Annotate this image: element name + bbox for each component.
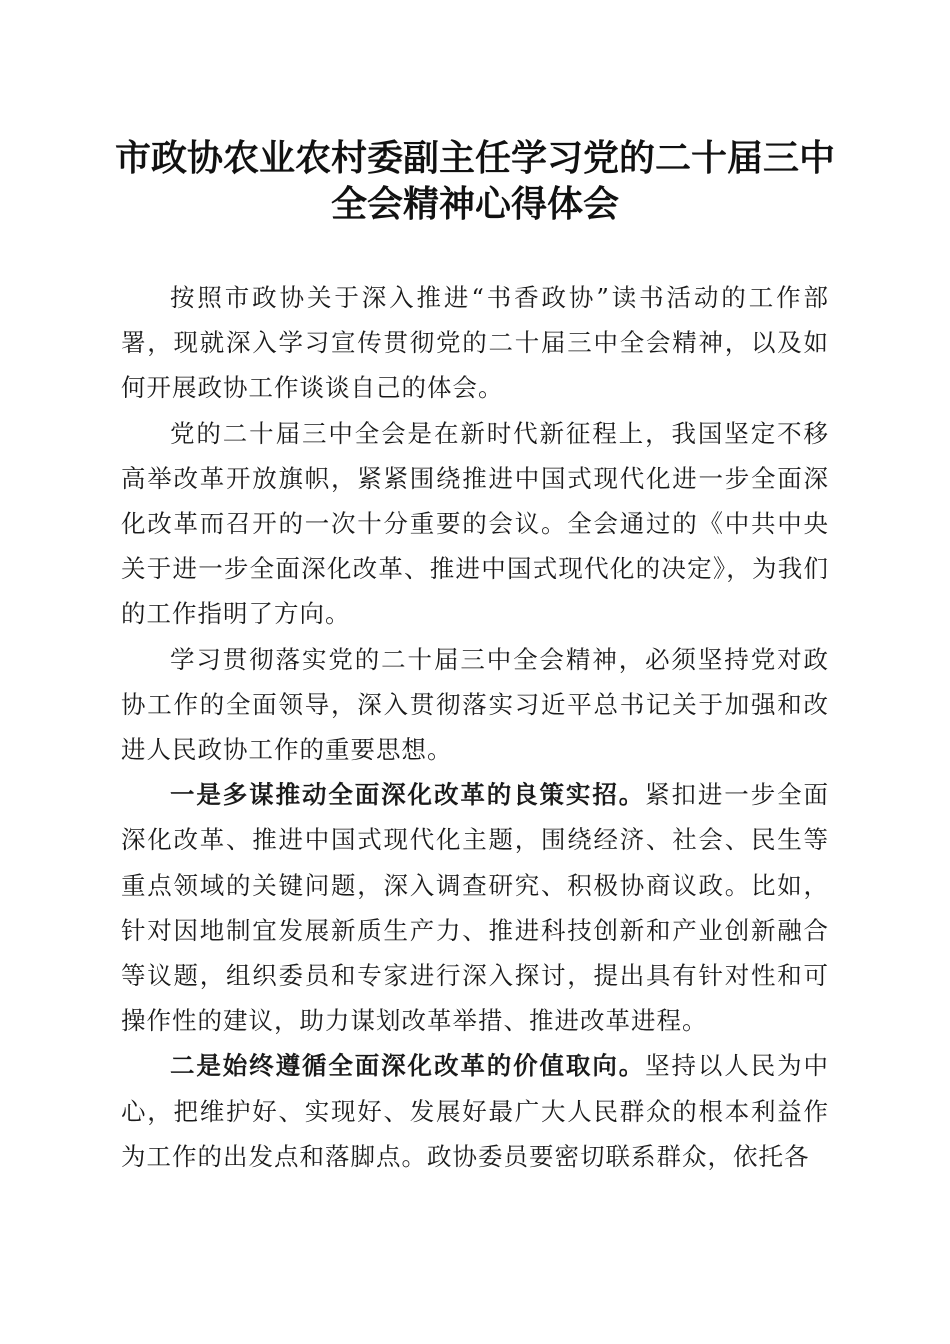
paragraph-text: 学习贯彻落实党的二十届三中全会精神，必须坚持党对政协工作的全面领导，深入贯彻落实习近平总书记关于加强和改进人民政协工作的重要思想。 xyxy=(121,644,829,765)
paragraph-lead: 二是始终遵循全面深化改革的价值取向。 xyxy=(170,1051,646,1081)
document-body xyxy=(121,275,829,1179)
paragraph-text: 按照市政协关于深入推进“书香政协”读书活动的工作部署，现就深入学习宣传贯彻党的二十届三中全会精神，以及如何开展政协工作谈谈自己的体会。 xyxy=(121,283,829,403)
paragraph-text: 紧扣进一步全面深化改革、推进中国式现代化主题，围绕经济、社会、民生等重点领域的关键问题，深入调查研究、积极协商议政。比如，针对因地制宜发展新质生产力、推进科技创新和产业创新融合等议题，组织委员和专家进行深入探讨，提出具有针对性和可操作性的建议，助力谋划改革举措、推进改革进程。 xyxy=(121,780,829,1036)
paragraph-point-two xyxy=(121,1043,829,1179)
paragraph-plenum xyxy=(121,411,829,637)
paragraph-intro xyxy=(121,275,829,411)
paragraph-point-one xyxy=(121,772,829,1043)
title-line-2: 全会精神心得体会 xyxy=(330,183,619,225)
paragraph-text: 党的二十届三中全会是在新时代新征程上，我国坚定不移高举改革开放旗帜，紧紧围绕推进中国式现代化进一步全面深化改革而召开的一次十分重要的会议。全会通过的《中共中央关于进一步全面深化改革、推进中国式现代化的决定》，为我们的工作指明了方向。 xyxy=(121,418,829,629)
paragraph-leadership xyxy=(121,637,829,773)
document-title xyxy=(100,135,850,227)
paragraph-lead: 一是多谋推动全面深化改革的良策实招。 xyxy=(170,780,646,810)
title-line-1: 市政协农业农村委副主任学习党的二十届三中 xyxy=(114,137,835,179)
paragraph-text: 坚持以人民为中心，把维护好、实现好、发展好最广大人民群众的根本利益作为工作的出发点和落脚点。政协委员要密切联系群众，依托各 xyxy=(121,1051,829,1171)
